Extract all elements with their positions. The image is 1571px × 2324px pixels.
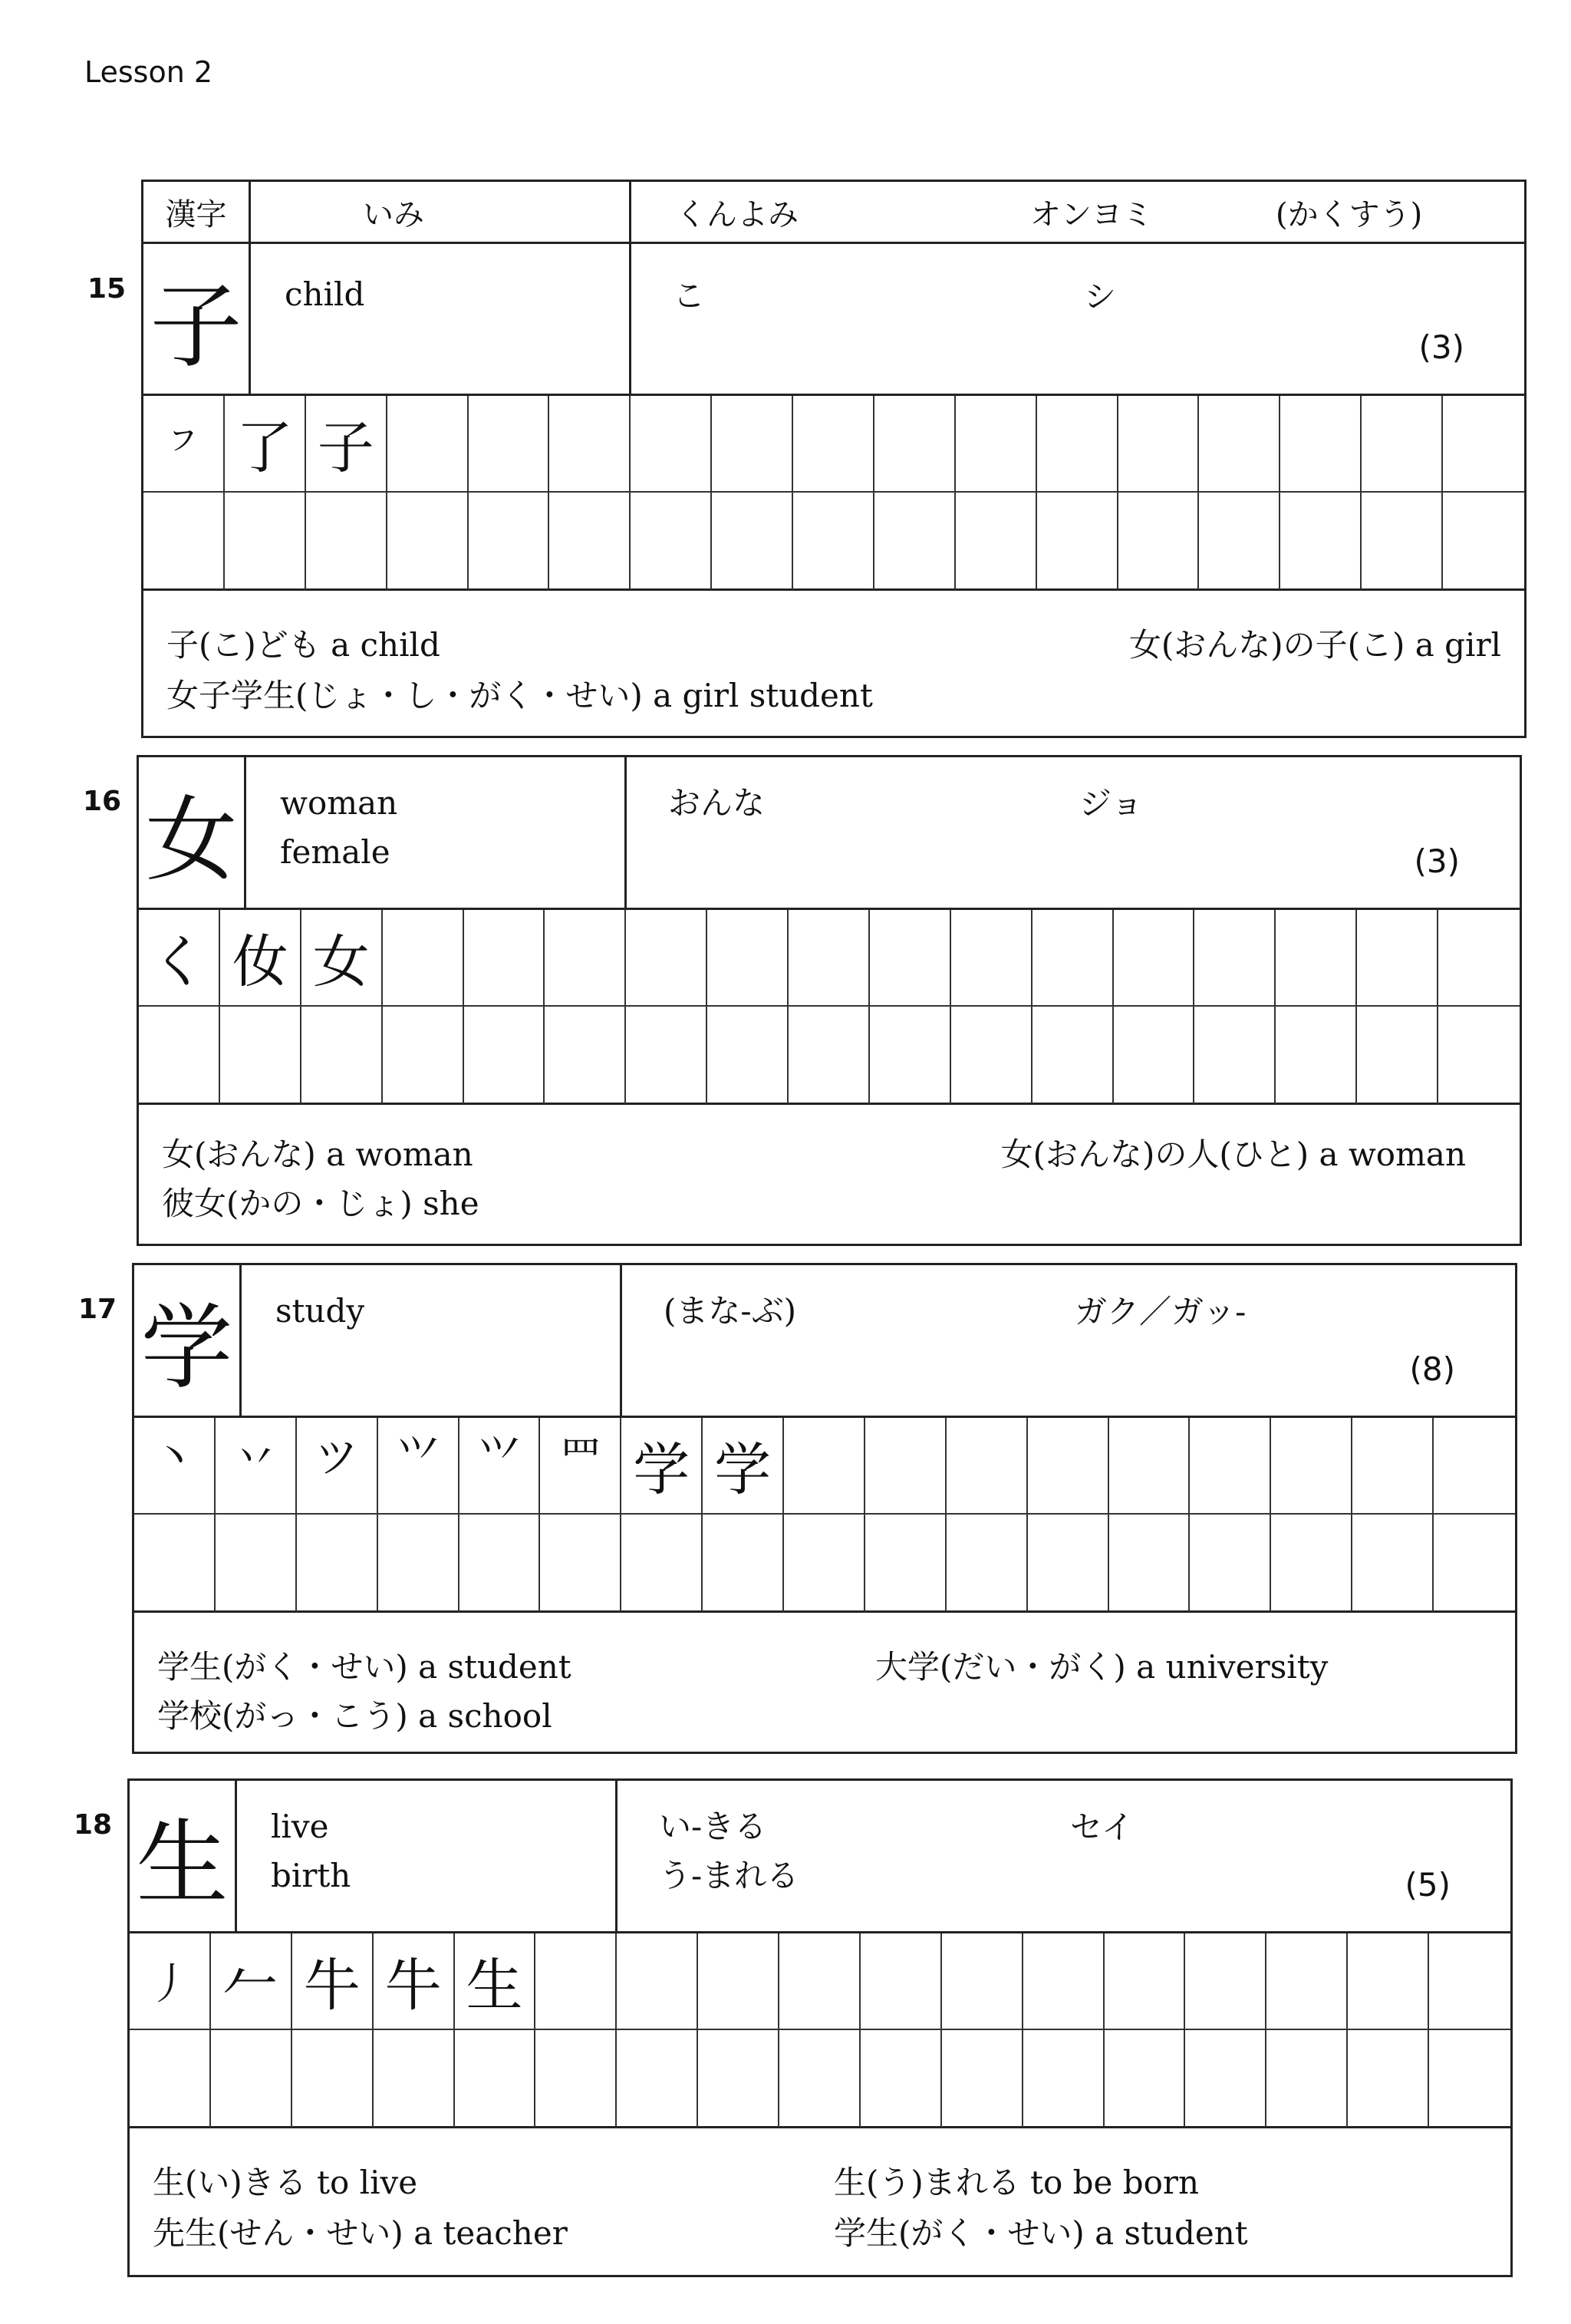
stroke-step: 丷	[216, 1418, 297, 1515]
kunyomi-reading	[664, 1287, 796, 1336]
practice-box[interactable]	[540, 1515, 621, 1613]
practice-box[interactable]	[956, 493, 1037, 591]
practice-box[interactable]	[1266, 2030, 1348, 2128]
stroke-step: 丶	[134, 1418, 216, 1515]
practice-box[interactable]	[292, 2030, 374, 2128]
onyomi-reading: セイ	[1070, 1808, 1134, 1846]
readings	[622, 1265, 1515, 1416]
practice-box[interactable]	[626, 1007, 707, 1105]
practice-box[interactable]	[1105, 2030, 1186, 2128]
kunyomi-header: くんよみ	[676, 196, 799, 232]
stroke-count: (3)	[1418, 328, 1464, 366]
meaning-line: female	[280, 833, 390, 871]
meaning	[251, 244, 631, 394]
practice-box[interactable]	[1434, 1418, 1515, 1515]
stroke-step: ツ	[297, 1418, 378, 1515]
kanji-entry-16	[137, 755, 1522, 1246]
practice-box[interactable]	[216, 1515, 297, 1613]
stroke-step: 𠂉	[211, 1933, 292, 2030]
examples	[130, 2128, 1510, 2277]
practice-box[interactable]	[942, 1933, 1023, 2030]
practice-box[interactable]	[464, 910, 545, 1007]
entry-number: 18	[74, 1809, 113, 1841]
practice-box[interactable]	[387, 493, 469, 591]
stroke-step: 生	[455, 1933, 536, 2030]
practice-box[interactable]	[1362, 396, 1443, 493]
practice-box[interactable]	[942, 2030, 1023, 2128]
stroke-step: 学	[621, 1418, 703, 1515]
practice-box[interactable]	[784, 1515, 865, 1613]
info-row	[143, 244, 1524, 396]
practice-box[interactable]	[1348, 2030, 1429, 2128]
info-row	[130, 1781, 1510, 1933]
practice-box[interactable]	[378, 1515, 459, 1613]
meaning	[237, 1781, 618, 1931]
practice-box[interactable]	[1114, 910, 1195, 1007]
onyomi-header: オンヨミ	[1030, 196, 1153, 232]
examples	[139, 1105, 1520, 1246]
practice-box[interactable]	[956, 396, 1037, 493]
info-row	[134, 1265, 1515, 1418]
example: 生(う)まれる to be born	[834, 2164, 1200, 2201]
practice-box[interactable]	[535, 2030, 617, 2128]
example: 子(こ)ども a child	[166, 626, 440, 664]
practice-box[interactable]	[631, 493, 712, 591]
readings	[631, 244, 1524, 394]
practice-box[interactable]	[211, 2030, 292, 2128]
practice-box[interactable]	[712, 493, 793, 591]
practice-box[interactable]	[1118, 396, 1200, 493]
practice-box[interactable]	[874, 396, 956, 493]
practice-box[interactable]	[779, 2030, 861, 2128]
practice-box[interactable]	[779, 1933, 861, 2030]
practice-box[interactable]	[1037, 396, 1118, 493]
practice-box[interactable]	[1434, 1515, 1515, 1613]
practice-box[interactable]	[459, 1515, 541, 1613]
stroke-step: 牛	[292, 1933, 374, 2030]
practice-box[interactable]	[621, 1515, 703, 1613]
practice-box[interactable]	[1357, 1007, 1438, 1105]
practice-box[interactable]	[1194, 910, 1276, 1007]
practice-box[interactable]	[549, 493, 631, 591]
example: 先生(せん・せい) a teacher	[153, 2214, 568, 2252]
example: 女(おんな) a woman	[162, 1136, 473, 1173]
kanji-entry-15	[141, 180, 1527, 738]
practice-box[interactable]	[1271, 1515, 1352, 1613]
practice-box[interactable]	[698, 2030, 779, 2128]
stroke-step: ㇷ	[143, 396, 225, 493]
practice-box[interactable]	[545, 1007, 626, 1105]
practice-box[interactable]	[789, 1007, 870, 1105]
practice-grid[interactable]	[134, 1418, 1515, 1613]
kun-line: こ	[673, 277, 706, 315]
practice-box[interactable]	[220, 1007, 301, 1105]
practice-box[interactable]	[631, 396, 712, 493]
onyomi-reading: ガク／ガッ-	[1075, 1293, 1247, 1330]
kun-line: う-まれる	[659, 1857, 799, 1894]
stroke-step: 了	[225, 396, 306, 493]
example: 学生(がく・せい) a student	[834, 2214, 1248, 2252]
practice-box[interactable]	[698, 1933, 779, 2030]
practice-box[interactable]	[947, 1515, 1028, 1613]
practice-box[interactable]	[1028, 1515, 1109, 1613]
practice-box[interactable]	[1109, 1418, 1191, 1515]
practice-box[interactable]	[383, 1007, 464, 1105]
practice-box[interactable]	[1443, 396, 1524, 493]
meaning-line: child	[285, 275, 365, 313]
practice-box[interactable]	[1271, 1418, 1352, 1515]
practice-box[interactable]	[703, 1515, 784, 1613]
examples	[143, 591, 1524, 740]
practice-box[interactable]	[1190, 1418, 1271, 1515]
readings	[618, 1781, 1510, 1931]
practice-box[interactable]	[951, 1007, 1033, 1105]
example: 学生(がく・せい) a student	[157, 1648, 571, 1686]
practice-box[interactable]	[793, 493, 874, 591]
practice-box[interactable]	[789, 910, 870, 1007]
onyomi-reading: シ	[1084, 278, 1117, 315]
practice-box[interactable]	[387, 396, 469, 493]
kun-line: い-きる	[659, 1808, 767, 1845]
stroke-step: 丿	[130, 1933, 211, 2030]
kanji-character: 子	[143, 244, 251, 394]
stroke-step: ⺫	[540, 1418, 621, 1515]
practice-grid[interactable]	[130, 1933, 1510, 2128]
entry-number: 17	[78, 1294, 117, 1325]
practice-box[interactable]	[870, 910, 951, 1007]
practice-box[interactable]	[1023, 2030, 1105, 2128]
practice-box[interactable]	[374, 2030, 455, 2128]
kun-line: (まな-ぶ)	[664, 1292, 796, 1330]
entry-number: 15	[87, 273, 127, 305]
kunyomi-reading	[659, 1802, 799, 1900]
meaning-line: birth	[271, 1857, 351, 1894]
practice-box[interactable]	[1438, 910, 1520, 1007]
practice-box[interactable]	[626, 910, 707, 1007]
info-row	[139, 757, 1520, 910]
practice-grid[interactable]	[143, 396, 1524, 591]
practice-box[interactable]	[874, 493, 956, 591]
stroke-count: (5)	[1405, 1866, 1451, 1904]
practice-box[interactable]	[1185, 1933, 1266, 2030]
practice-box[interactable]	[1028, 1418, 1109, 1515]
practice-box[interactable]	[139, 1007, 220, 1105]
practice-box[interactable]	[301, 1007, 383, 1105]
practice-box[interactable]	[1037, 493, 1118, 591]
stroke-step: 牛	[374, 1933, 455, 2030]
practice-box[interactable]	[1266, 1933, 1348, 2030]
kun-line: おんな	[668, 784, 766, 822]
practice-box[interactable]	[617, 1933, 698, 2030]
meaning	[246, 757, 627, 908]
lesson-title: Lesson 2	[84, 55, 213, 89]
practice-box[interactable]	[545, 910, 626, 1007]
practice-box[interactable]	[469, 396, 550, 493]
practice-box[interactable]	[455, 2030, 536, 2128]
practice-box[interactable]	[1357, 910, 1438, 1007]
practice-box[interactable]	[793, 396, 874, 493]
practice-box[interactable]	[1280, 396, 1362, 493]
onyomi-reading: ジョ	[1079, 785, 1144, 822]
stroke-step: ⺍	[459, 1418, 541, 1515]
stroke-step: く	[139, 910, 220, 1007]
practice-box[interactable]	[1033, 1007, 1114, 1105]
examples	[134, 1613, 1515, 1754]
header-row	[143, 182, 1524, 244]
practice-box[interactable]	[865, 1515, 947, 1613]
practice-box[interactable]	[1023, 1933, 1105, 2030]
entry-number: 16	[83, 786, 122, 817]
practice-box[interactable]	[383, 910, 464, 1007]
practice-box[interactable]	[1185, 2030, 1266, 2128]
practice-box[interactable]	[1429, 1933, 1510, 2030]
example: 彼女(かの・じょ) she	[162, 1185, 479, 1222]
example: 大学(だい・がく) a university	[875, 1648, 1329, 1686]
stroke-step: 子	[306, 396, 387, 493]
kanji-entry-18	[127, 1778, 1513, 2277]
practice-box[interactable]	[712, 396, 793, 493]
practice-box[interactable]	[947, 1418, 1028, 1515]
practice-box[interactable]	[1114, 1007, 1195, 1105]
example: 女(おんな)の人(ひと) a woman	[1000, 1136, 1466, 1173]
practice-box[interactable]	[617, 2030, 698, 2128]
example: 学校(がっ・こう) a school	[157, 1697, 552, 1735]
practice-box[interactable]	[1033, 910, 1114, 1007]
kunyomi-reading	[673, 272, 705, 321]
kanji-character: 生	[130, 1781, 237, 1931]
practice-box[interactable]	[1362, 493, 1443, 591]
kunyomi-reading	[668, 779, 765, 828]
stroke-step: 𭕄	[378, 1418, 459, 1515]
imi-header: いみ	[251, 182, 631, 242]
practice-box[interactable]	[297, 1515, 378, 1613]
practice-box[interactable]	[130, 2030, 211, 2128]
stroke-step: 女	[301, 910, 383, 1007]
practice-grid[interactable]	[139, 910, 1520, 1105]
kanji-character: 学	[134, 1265, 242, 1416]
kanji-character: 女	[139, 757, 246, 908]
practice-box[interactable]	[1348, 1933, 1429, 2030]
meaning	[242, 1265, 622, 1416]
practice-box[interactable]	[469, 493, 550, 591]
practice-box[interactable]	[549, 396, 631, 493]
kanji-entry-17	[132, 1263, 1517, 1754]
practice-box[interactable]	[1199, 396, 1280, 493]
practice-box[interactable]	[1105, 1933, 1186, 2030]
practice-box[interactable]	[143, 493, 225, 591]
practice-box[interactable]	[951, 910, 1033, 1007]
practice-box[interactable]	[535, 1933, 617, 2030]
example: 生(い)きる to live	[153, 2164, 418, 2201]
stroke-step: 学	[703, 1418, 784, 1515]
meaning-line: live	[271, 1808, 329, 1845]
practice-box[interactable]	[306, 493, 387, 591]
kanji-header: 漢字	[143, 182, 251, 242]
practice-box[interactable]	[1276, 1007, 1357, 1105]
practice-box[interactable]	[464, 1007, 545, 1105]
practice-box[interactable]	[784, 1418, 865, 1515]
practice-box[interactable]	[1352, 1418, 1434, 1515]
practice-box[interactable]	[1199, 493, 1280, 591]
practice-box[interactable]	[1429, 2030, 1510, 2128]
practice-box[interactable]	[861, 2030, 942, 2128]
practice-box[interactable]	[1118, 493, 1200, 591]
kakusuu-header: (かくすう)	[1276, 196, 1423, 232]
practice-box[interactable]	[225, 493, 306, 591]
practice-box[interactable]	[1190, 1515, 1271, 1613]
practice-box[interactable]	[1438, 1007, 1520, 1105]
practice-box[interactable]	[134, 1515, 216, 1613]
practice-box[interactable]	[1352, 1515, 1434, 1613]
practice-box[interactable]	[1276, 910, 1357, 1007]
practice-box[interactable]	[865, 1418, 947, 1515]
stroke-step: 㚢	[220, 910, 301, 1007]
practice-box[interactable]	[707, 910, 789, 1007]
meaning-line: study	[275, 1292, 365, 1330]
practice-box[interactable]	[861, 1933, 942, 2030]
practice-box[interactable]	[1194, 1007, 1276, 1105]
example: 女(おんな)の子(こ) a girl	[1128, 626, 1501, 664]
practice-box[interactable]	[1280, 493, 1362, 591]
example: 女子学生(じょ・し・がく・せい) a girl student	[166, 677, 873, 714]
practice-box[interactable]	[870, 1007, 951, 1105]
meaning-line: woman	[280, 784, 398, 822]
readings	[627, 757, 1520, 908]
practice-box[interactable]	[1109, 1515, 1191, 1613]
stroke-count: (3)	[1414, 842, 1460, 880]
stroke-count: (8)	[1409, 1350, 1455, 1388]
practice-box[interactable]	[707, 1007, 789, 1105]
practice-box[interactable]	[1443, 493, 1524, 591]
